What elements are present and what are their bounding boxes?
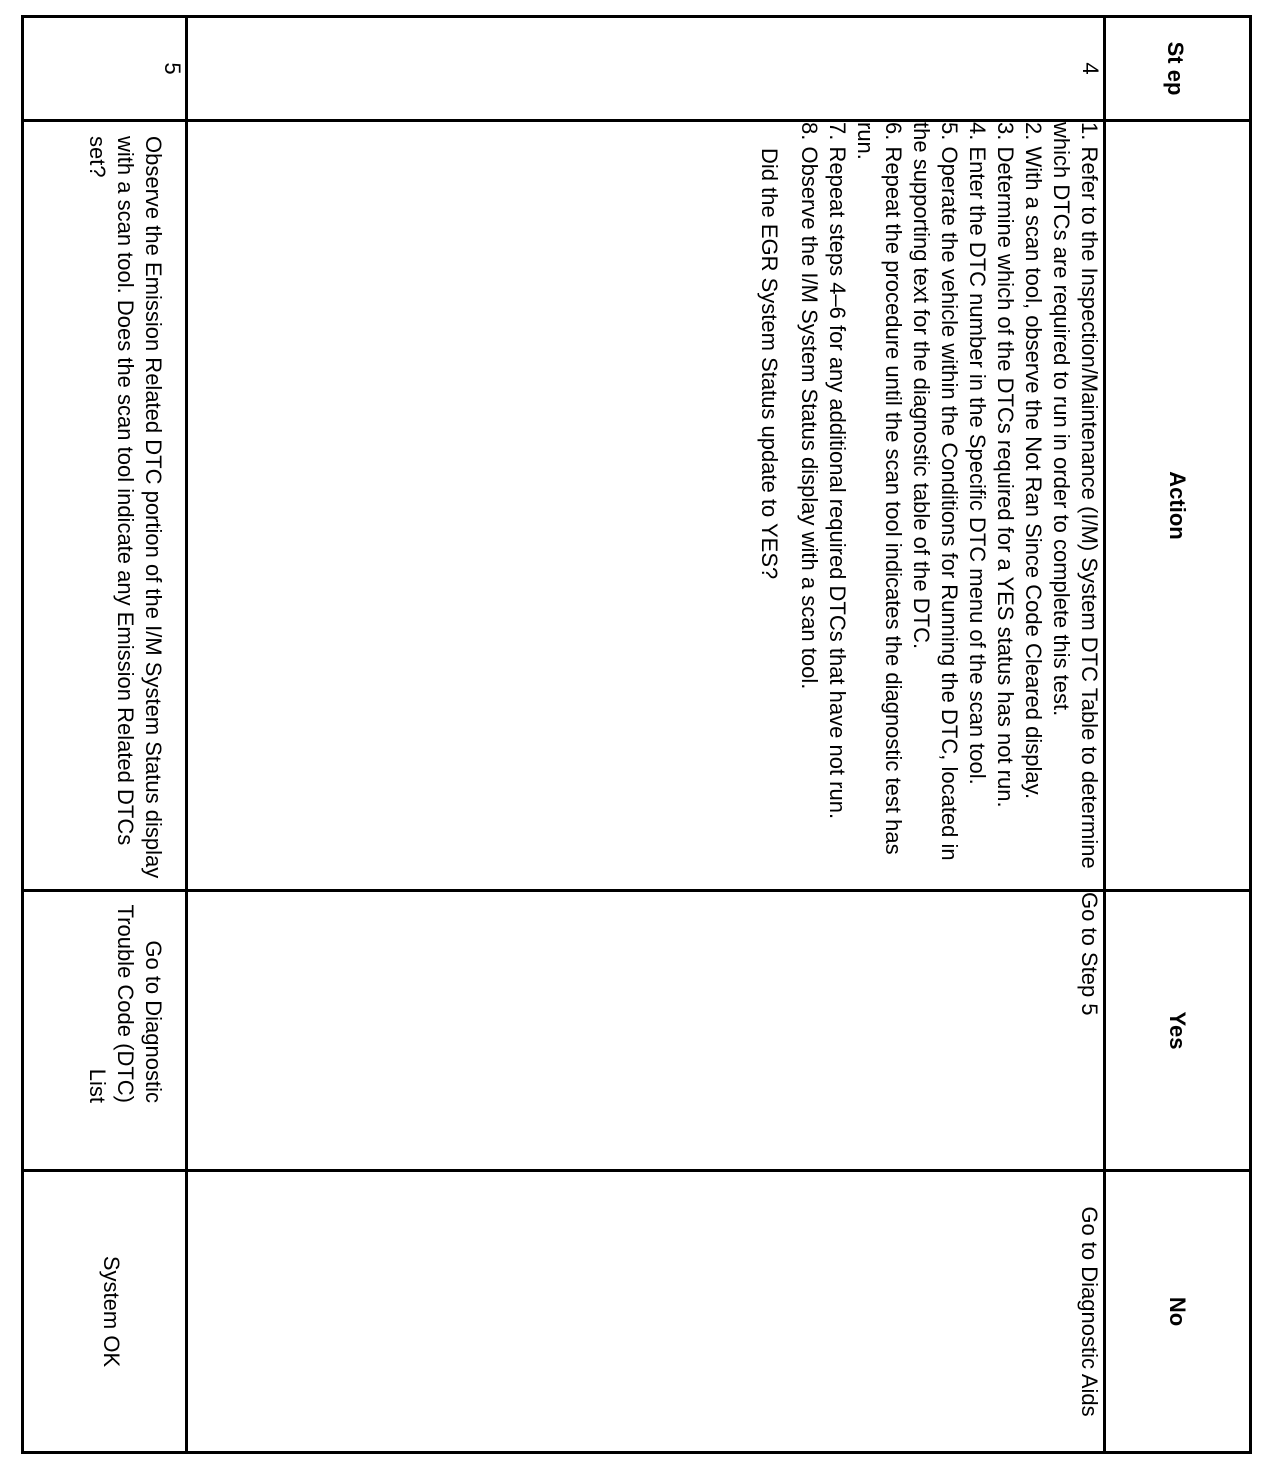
action-step: 3. Determine which of the DTCs required for a YES status has not run. [993,122,1018,808]
table-row [187,17,1105,1453]
no-cell: System OK [23,1171,187,1453]
action-step: 2. With a scan tool, observe the Not Ran Since Code Cleared display. [1021,122,1046,800]
action-question: Did the EGR System Status update to YES? [757,148,782,580]
header-yes: Yes [1105,891,1251,1171]
step-number: 4 [187,17,1105,121]
action-steps-list [795,122,1103,889]
action-step: 7. Repeat steps 4–6 for any additional required DTCs that have not run. [825,122,850,820]
action-step: 6. Repeat the procedure until the scan tool indicates the diagnostic test has run. [853,122,906,855]
step-number: 5 [23,17,187,121]
action-step: 5. Operate the vehicle within the Conditions for Running the DTC, located in the supporting text for the diagnostic table of the DTC. [909,122,962,861]
yes-cell: Go to Step 5 [187,891,1105,1171]
header-step: St ep [1105,17,1251,121]
yes-cell: Go to Diagnostic Trouble Code (DTC) List [23,891,187,1171]
table-row [23,17,187,1453]
action-step: 4. Enter the DTC number in the Specific DTC menu of the scan tool. [965,122,990,785]
action-cell: Observe the Emission Related DTC portion of the I/M System Status display with a scan tool. Does the scan tool indicate any Emission Related DTCs set? [23,121,187,891]
header-no: No [1105,1171,1251,1453]
diagnostic-table [21,15,1252,1454]
no-cell: Go to Diagnostic Aids [187,1171,1105,1453]
action-step: 8. Observe the I/M System Status display with a scan tool. [797,122,822,690]
action-step: 1. Refer to the Inspection/Maintenance (I/M) System DTC Table to determine which DTCs are required to run in order to complete this test. [1049,122,1102,869]
table-header-row [1105,17,1251,1453]
action-cell [187,121,1105,891]
header-action: Action [1105,121,1251,891]
